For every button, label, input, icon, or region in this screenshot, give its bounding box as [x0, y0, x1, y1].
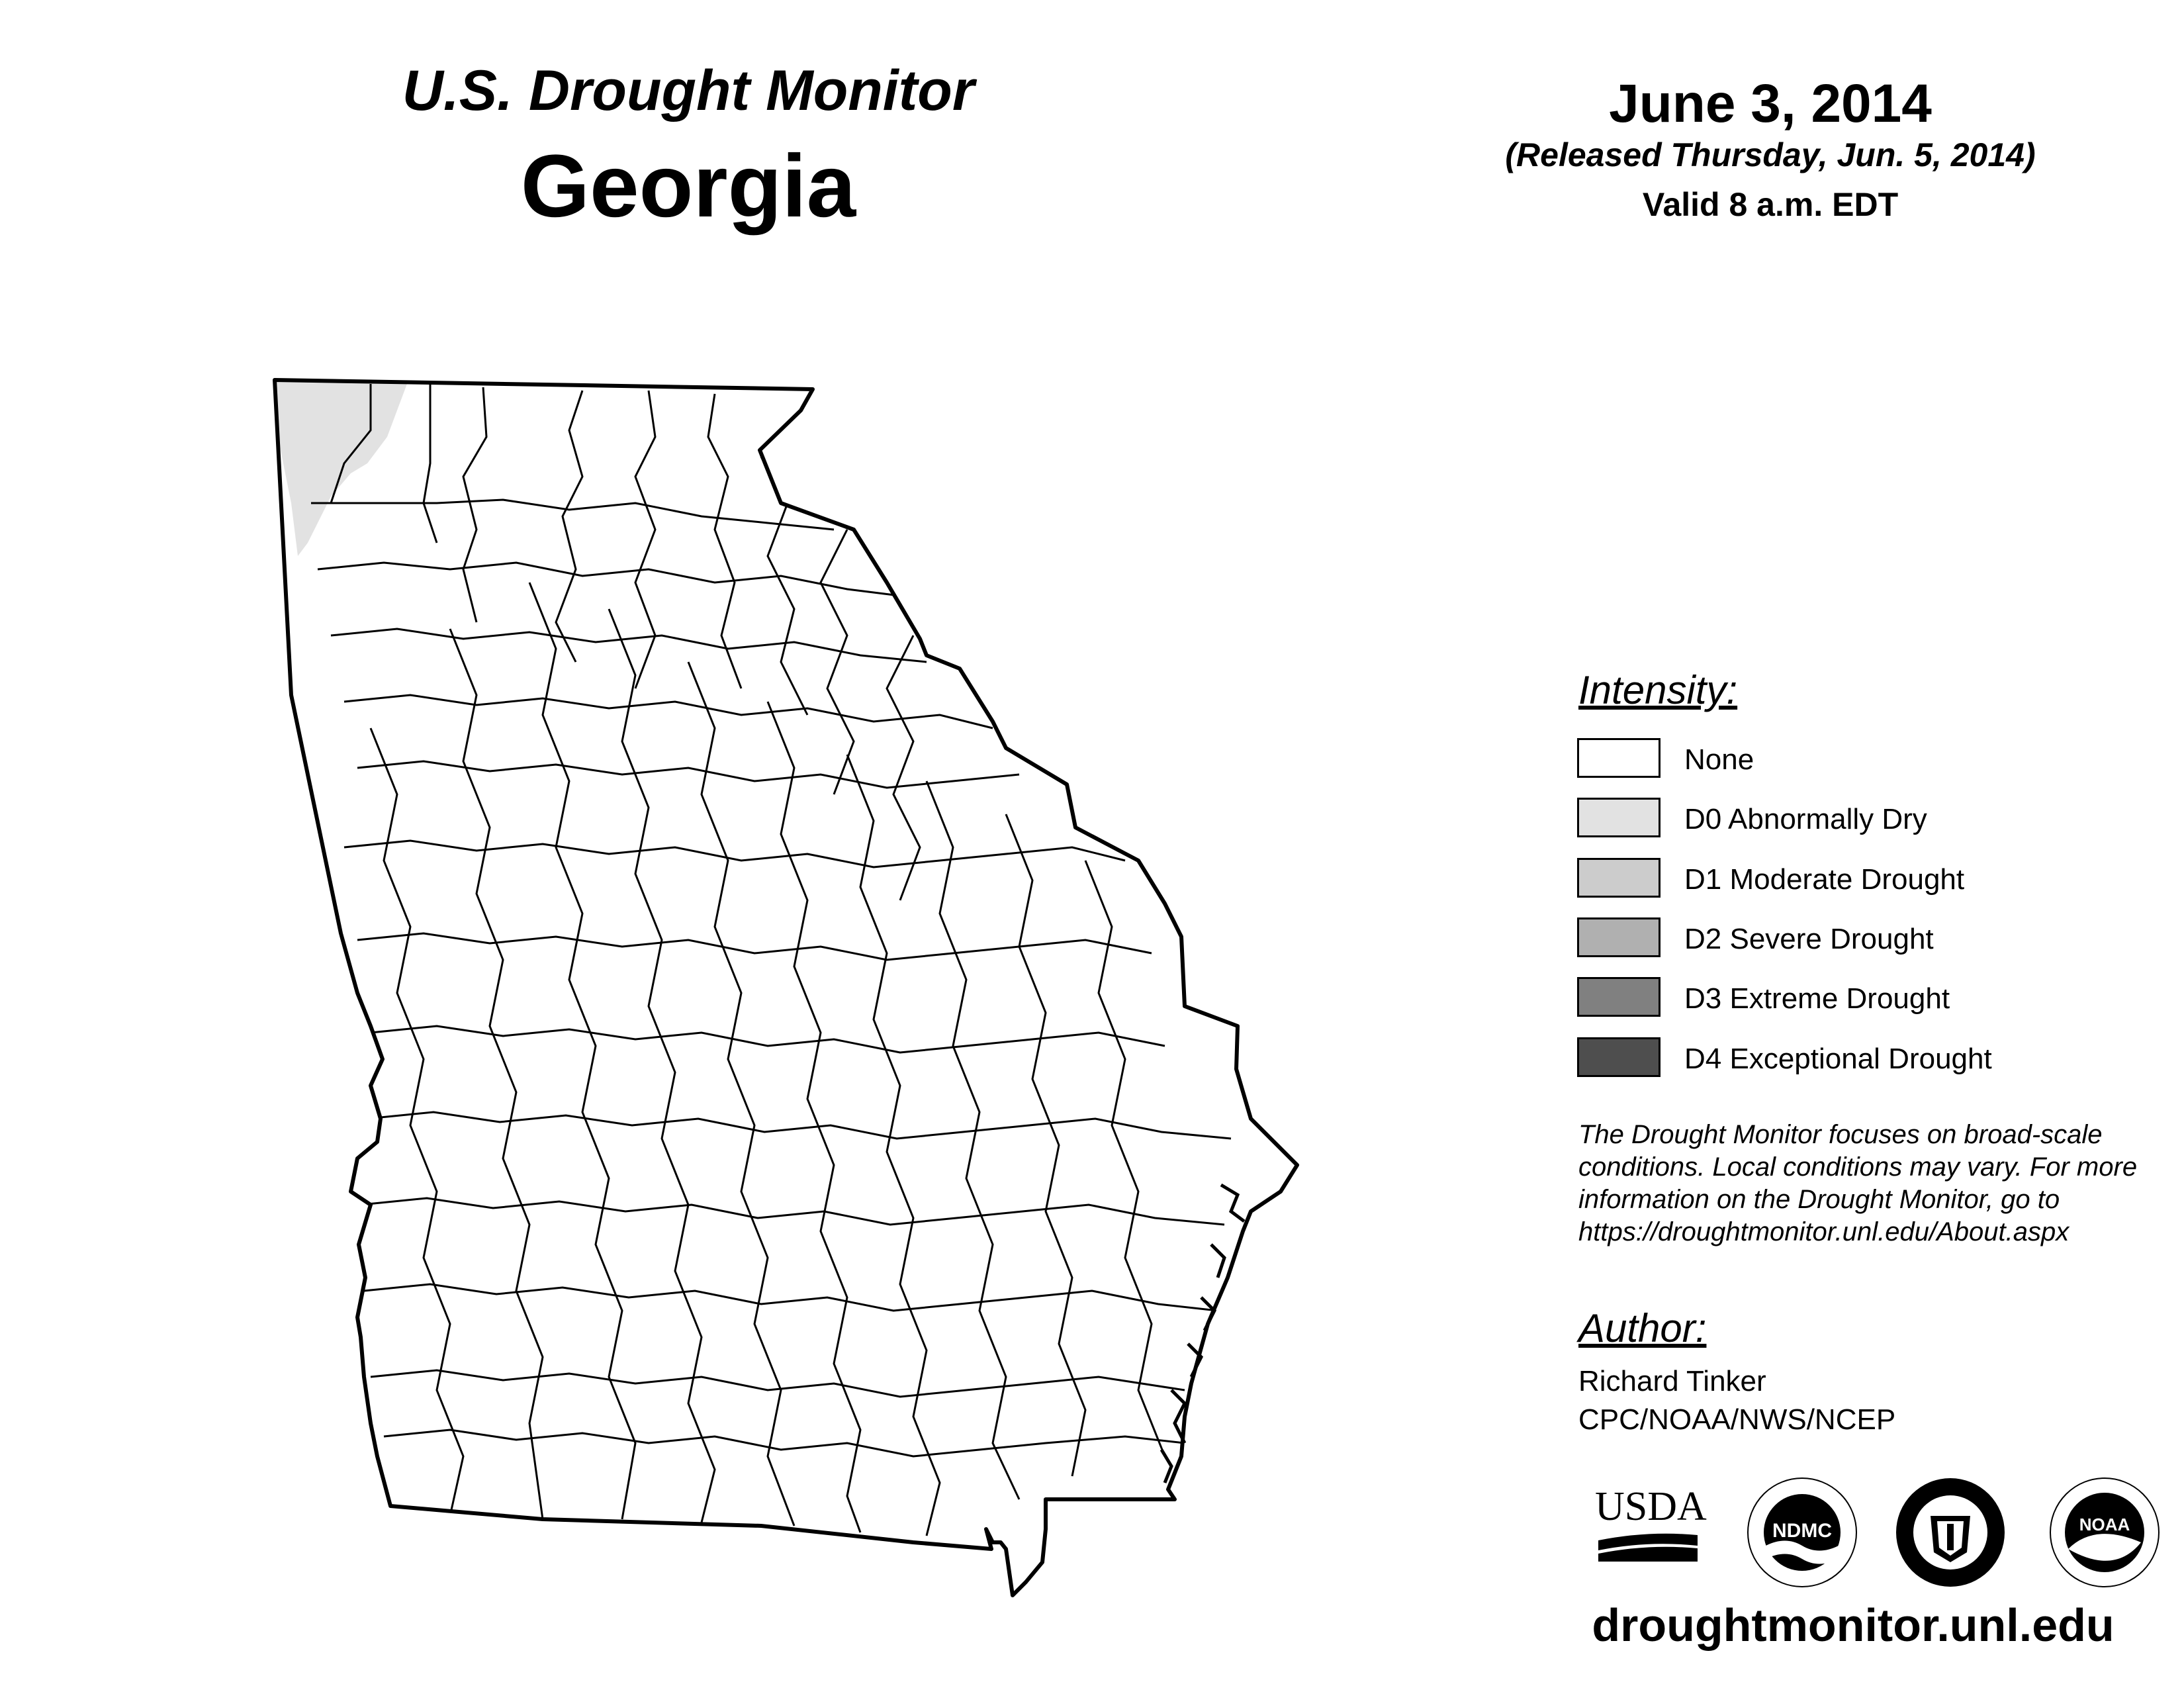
legend-heading: Intensity: — [1578, 668, 1738, 712]
noaa-logo-text: NOAA — [2079, 1515, 2130, 1534]
legend-label-d2: D2 Severe Drought — [1684, 923, 1934, 955]
map-date: June 3, 2014 — [1609, 73, 1932, 134]
map-title-line1: U.S. Drought Monitor — [402, 59, 975, 122]
legend-label-d4: D4 Exceptional Drought — [1684, 1043, 1992, 1075]
legend-swatch-d2 — [1577, 917, 1661, 957]
legend-swatch-d1 — [1577, 858, 1661, 898]
legend-item-d2 — [1577, 917, 2107, 960]
usda-swoosh-icon — [1595, 1527, 1701, 1564]
release-date: (Released Thursday, Jun. 5, 2014) — [1505, 136, 2036, 173]
none-fill — [251, 357, 1343, 1615]
usda-logo-text: USDA — [1595, 1484, 1707, 1529]
legend-item-none — [1577, 738, 2107, 780]
legend-label-none: None — [1684, 743, 1754, 776]
note-link[interactable]: https://droughtmonitor.unl.edu/About.aspx — [1578, 1217, 2070, 1246]
author-name: Richard Tinker — [1578, 1365, 1766, 1397]
legend-item-d4 — [1577, 1037, 2107, 1080]
ndmc-logo — [1746, 1476, 1858, 1589]
usda-logo — [1595, 1484, 1707, 1566]
valid-time: Valid 8 a.m. EDT — [1642, 186, 1899, 223]
legend-item-d3 — [1577, 977, 2107, 1019]
legend-label-d3: D3 Extreme Drought — [1684, 982, 1950, 1015]
note-line: conditions. Local conditions may vary. For more — [1578, 1152, 2138, 1182]
disclaimer-note — [1578, 1119, 2174, 1248]
author-heading: Author: — [1578, 1306, 1707, 1350]
note-line: The Drought Monitor focuses on broad-scale — [1578, 1120, 2103, 1149]
department-of-commerce-seal-icon — [1894, 1476, 2007, 1589]
noaa-logo — [2048, 1476, 2161, 1589]
legend-label-d0: D0 Abnormally Dry — [1684, 803, 1927, 835]
ndmc-logo-text: NDMC — [1772, 1520, 1832, 1542]
author-org: CPC/NOAA/NWS/NCEP — [1578, 1403, 1896, 1436]
legend-label-d1: D1 Moderate Drought — [1684, 863, 1965, 896]
legend-swatch-d0 — [1577, 798, 1661, 837]
map-title-state: Georgia — [520, 137, 856, 236]
legend-swatch-none — [1577, 738, 1661, 778]
footer-url-link[interactable]: droughtmonitor.unl.edu — [1592, 1599, 2115, 1651]
legend-swatch-d4 — [1577, 1037, 1661, 1077]
note-line: information on the Drought Monitor, go to — [1578, 1185, 2060, 1214]
legend-item-d1 — [1577, 858, 2107, 900]
legend-swatch-d3 — [1577, 977, 1661, 1017]
legend-item-d0 — [1577, 798, 2107, 840]
